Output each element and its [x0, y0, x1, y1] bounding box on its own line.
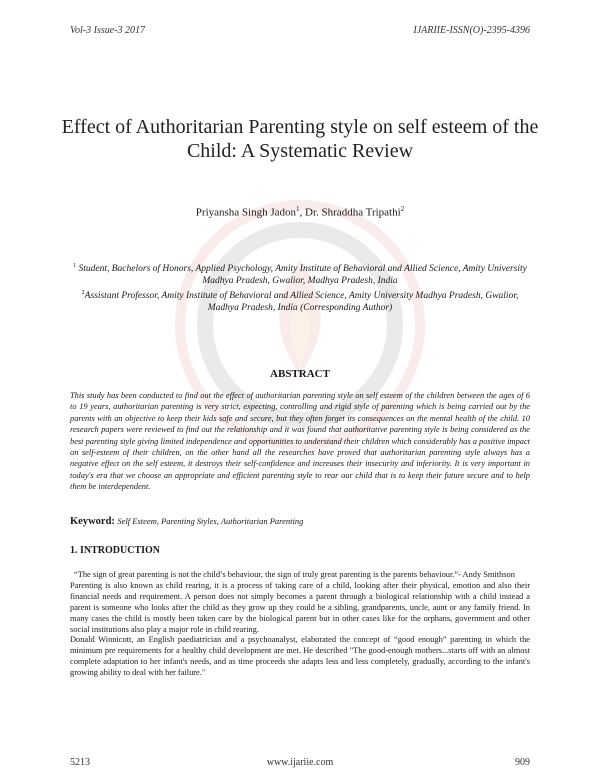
- affiliation-1: [70, 260, 530, 287]
- keyword-values: Self Esteem, Parenting Styles, Authoritarian Parenting: [117, 516, 304, 526]
- keywords: [70, 516, 530, 527]
- page-number: 909: [515, 757, 530, 768]
- opening-quote: “The sign of great parenting is not the child’s behaviour, the sign of truly great parenting is the parents behaviour.”- Andy Smithson: [74, 570, 515, 579]
- keyword-label: Keyword:: [70, 516, 115, 527]
- abstract-heading: ABSTRACT: [270, 368, 330, 380]
- abstract-text: This study has been conducted to find out the effect of authoritarian parenting style on self esteem of the children between the ages of 6 to 19 years, authoritarian parenting is very strict, expecting, controlling and rigid style of parenting which is being carried out by the parents with an objective to keep their kids safe and secure, but they often forget its consequences on the mental health of the child. 10 research papers were reviewed to find out the relationship and it was found that authoritative parenting style is being considered as the best parenting style giving limited independence and opportunities to understand their children which considerably has a positive impact on self-esteem of their children, on the other hand all the researches have proved that authoritarian parenting style always has a negative effect on the self esteem, it destroys their self-confidence and increases their insecurity and inferiority. It is very important in today's era that we choose an appropriate and efficient parenting style to rear our child that is to keep their future secure and to help them be interdependent.: [70, 391, 530, 492]
- affiliations: [70, 260, 530, 314]
- introduction-body: [70, 570, 530, 679]
- affiliation-2: [70, 287, 530, 314]
- author-name: Dr. Shraddha Tripathi: [305, 206, 401, 219]
- section-heading-introduction: 1. INTRODUCTION: [70, 545, 161, 556]
- volume-issue-header: Vol-3 Issue-3 2017: [70, 25, 145, 36]
- affiliation-marker: 2: [81, 290, 85, 297]
- author-list: [60, 205, 540, 219]
- issn-header: IJARIIE-ISSN(O)-2395-4396: [413, 25, 530, 36]
- affiliation-marker: 1: [296, 205, 300, 213]
- affiliation-marker: 2: [400, 205, 405, 213]
- affiliation-text: Student, Bachelors of Honors, Applied Psychology, Amity Institute of Behavioral and Allied Science, Amity University Madhya Pradesh, Gwalior, Madhya Pradesh, India: [76, 264, 527, 287]
- page-id: 5213: [70, 757, 90, 768]
- author-name: Priyansha Singh Jadon: [195, 206, 297, 219]
- affiliation-marker: 1: [73, 263, 77, 269]
- paragraph: Parenting is also known as child rearing, it is a process of taking care of a child, looking after their physical, emotion and also their financial needs and requirement. A person does not simply becomes a parent through a biological relationship with a child instead a parent is someone who looks after the child as they grow up they could be a sibling, grandparents, uncle, aunt or any family friend. In many cases the child is mostly been taken care by the biological parent but in other cases like for the orphans, government and other social institutions also play a major role in child rearing.: [70, 580, 530, 634]
- paragraph: Donald Winnicott, an English paediatrician and a psychoanalyst, elaborated the concept of “good enough” parenting in which the minimum pre requirements for a healthy child development are met. He described "The good-enough mothers...starts off with an almost complete adaptation to her infant's needs, and as time proceeds she adapts less and less completely, gradually, according to the infant's growing ability to deal with her failure.": [70, 635, 530, 678]
- journal-website-link[interactable]: www.ijariie.com: [266, 757, 334, 768]
- affiliation-text: Assistant Professor, Amity Institute of Behavioral and Allied Science, Amity University Madhya Pradesh, Gwalior, Madhya Pradesh, India (Corresponding Author): [84, 291, 519, 314]
- paper-title: Effect of Authoritarian Parenting style on self esteem of the Child: A Systematic Review: [61, 116, 539, 162]
- author-separator: ,: [299, 206, 306, 219]
